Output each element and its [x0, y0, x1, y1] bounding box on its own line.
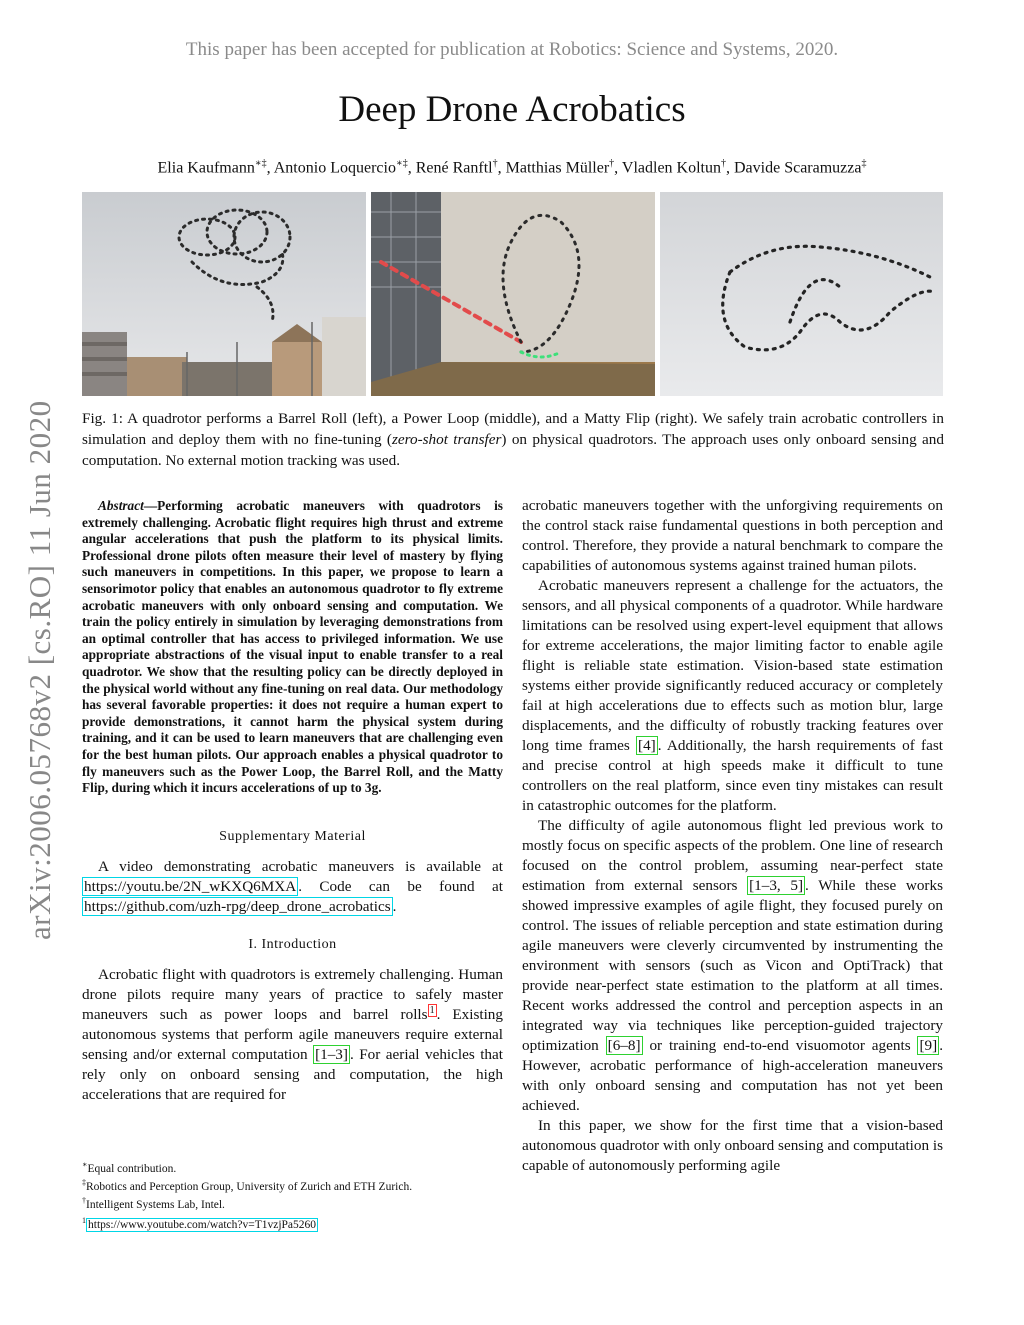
footnote-isl: [82, 1194, 522, 1212]
power-loop-photo: [371, 192, 655, 396]
footnote-mark: ∗: [82, 1160, 88, 1169]
caption-text: ) on physical quadrotors. The approach uses only onboard sensing and computation. No external motion tracking was used.: [82, 431, 944, 469]
video-link[interactable]: https://youtu.be/2N_wKXQ6MXA: [84, 877, 297, 895]
citation[interactable]: [1–3]: [315, 1045, 348, 1063]
paragraph-text: . While these works showed impressive examples of agile flight, they focused purely on control. The issues of reliable perception and state estimation during agile maneuvers were cleverly circumvented by instrumenting the environment with sensors (such as Vicon and OptiTrack) that provide near-perfect state estimation to the platform at all times. Recent works addressed the control and perception aspects in an integrated way via techniques like perception-guided trajectory optimization: [522, 877, 943, 1054]
body-paragraph: In this paper, we show for the first time that a vision-based autonomous quadrotor with only onboard sensing and computation is capable of autonomously performing agile: [522, 1117, 943, 1174]
abstract: [82, 498, 503, 797]
footnote-text: Equal contribution.: [87, 1162, 177, 1175]
footnote-equal: [82, 1158, 522, 1176]
section-heading-supplementary: Supplementary Material: [219, 828, 366, 844]
citation[interactable]: [6–8]: [607, 1037, 641, 1054]
footnote-mark: 1: [82, 1216, 86, 1226]
right-column: [522, 496, 943, 1176]
body-paragraph: [522, 816, 943, 1116]
author-name: Vladlen Koltun: [621, 159, 721, 177]
paragraph-text: or training end-to-end visuomotor agents: [642, 1037, 918, 1054]
body-paragraph: [522, 576, 943, 816]
author-affiliation-mark: ∗‡: [395, 158, 408, 169]
author-affiliation-mark: †: [720, 158, 726, 169]
footnote-text: Intelligent Systems Lab, Intel.: [86, 1198, 225, 1211]
footnote-rpg: [82, 1176, 522, 1194]
body-paragraph: acrobatic maneuvers together with the unforgiving requirements on the control stack raise fundamental questions in both perception and control. Therefore, they provide a natural benchmark to compare the capabilities of autonomous systems against trained human pilots.: [522, 497, 943, 574]
abstract-text: —Performing acrobatic maneuvers with quadrotors is extremely challenging. Acrobatic flight requires high thrust and extreme angular accelerations that push the platform to its physical limits. Professional drone pilots often measure their level of mastery by flying such maneuvers in competitions. In this paper, we propose to learn a sensorimotor policy that enables an autonomous quadrotor to fly extreme acrobatic maneuvers with only onboard sensing and computation. We train the policy entirely in simulation by leveraging demonstrations from an optimal controller that has access to privileged information. We use appropriate abstractions of the visual input to enable transfer to a real quadrotor. We show that the resulting policy can be directly deployed in the physical world without any fine-tuning on real data. Our methodology has several favorable properties: it does not require a human expert to provide demonstrations, it cannot harm the physical system during training, and it can be used to learn maneuvers that are challenging even for the best human pilots. Our approach enables a physical quadrotor to fly maneuvers such as the Power Loop, the Barrel Roll, and the Matty Flip, during which it incurs accelerations of up to 3g.: [82, 498, 503, 796]
paragraph-text: Acrobatic maneuvers represent a challenge for the actuators, the sensors, and all physical components of a quadrotor. While hardware limitations can be resolved using expert-level equipment that allows for extreme accelerations, the major limiting factor to enable agile flight is reliable state estimation. Vision-based state estimation systems either provide significantly reduced accuracy or completely fail at high accelerations due to effects such as motion blur, large displacements, and the difficulty of robustly tracking features over long time frames: [522, 577, 943, 754]
author-name: René Ranftl: [415, 159, 493, 177]
footnote-text: Robotics and Perception Group, University of Zurich and ETH Zurich.: [86, 1180, 413, 1193]
paragraph-text: . Existing autonomous systems that perform agile maneuvers require external sensing and/or external computation: [82, 1005, 503, 1063]
code-link[interactable]: https://github.com/uzh-rpg/deep_drone_acrobatics: [84, 897, 391, 915]
author-name: Antonio Loquercio: [273, 159, 396, 177]
paragraph-text: . However, acrobatic performance of high-acceleration maneuvers with only onboard sensing and computation has not yet been achieved.: [522, 1037, 943, 1114]
footnotes: [82, 1158, 522, 1232]
left-column: [82, 498, 503, 1105]
figure-caption: [82, 408, 944, 471]
youtube-link[interactable]: https://www.youtube.com/watch?v=T1vzjPa5260: [88, 1219, 317, 1232]
arxiv-identifier: arXiv:2006.05768v2 [cs.RO] 11 Jun 2020: [22, 400, 57, 940]
caption-text: Fig. 1: A quadrotor performs a Barrel Roll (left), a Power Loop (middle), and a Matty Flip (right). We safely train acrobatic controllers in simulation and deploy them with no fine-tuning (: [82, 410, 944, 448]
section-heading-introduction: I. Introduction: [248, 936, 337, 952]
publication-banner: This paper has been accepted for publication at Robotics: Science and Systems, 2020.: [185, 39, 839, 60]
author-affiliation-mark: ‡: [861, 158, 867, 169]
footnote-mark: †: [82, 1195, 86, 1205]
footnote-ref[interactable]: 1: [429, 1004, 435, 1016]
footnote-mark: ‡: [82, 1177, 86, 1187]
paragraph-text: Acrobatic flight with quadrotors is extremely challenging. Human drone pilots require many years of practice to safely master maneuvers such as power loops and barrel rolls: [82, 965, 503, 1023]
author-list: Elia Kaufmann∗‡, Antonio Loquercio∗‡, René Ranftl†, Matthias Müller†, Vladlen Koltun†, Davide Scaramuzza‡: [157, 158, 867, 177]
paragraph-text: . For aerial vehicles that rely only on onboard sensing and computation, the high accelerations that are required for: [82, 1045, 503, 1103]
citation[interactable]: [1–3, 5]: [749, 877, 804, 894]
paragraph-text: . Additionally, the harsh requirements of fast and precise control at high speeds make it difficult to tune controllers on the real platform, since even tiny mistakes can result in catastrophic outcomes for the platform.: [522, 737, 943, 814]
paragraph-text: . Code can be found at: [298, 877, 503, 895]
author-affiliation-mark: †: [492, 158, 498, 169]
citation[interactable]: [9]: [919, 1037, 938, 1054]
matty-flip-photo: [660, 192, 943, 396]
footnote-url: [82, 1214, 522, 1232]
paragraph-text: .: [392, 897, 397, 915]
citation[interactable]: [4]: [638, 737, 656, 754]
barrel-roll-photo: [82, 192, 366, 396]
author-affiliation-mark: ∗‡: [254, 158, 267, 169]
author-affiliation-mark: †: [609, 158, 615, 169]
paragraph-text: The difficulty of agile autonomous flight led previous work to mostly focus on specific aspects of the problem. One line of research focused on the control problem, assuming near-perfect state estimation from external sensors: [522, 817, 943, 894]
author-name: Elia Kaufmann: [157, 159, 255, 177]
author-name: Davide Scaramuzza: [733, 159, 862, 177]
author-name: Matthias Müller: [505, 159, 610, 177]
caption-emphasis: zero-shot transfer: [391, 431, 502, 448]
paper-title: Deep Drone Acrobatics: [338, 89, 686, 130]
abstract-label: Abstract: [98, 498, 144, 513]
supplementary-paragraph: [82, 857, 503, 917]
paragraph-text: A video demonstrating acrobatic maneuvers is available at: [98, 857, 503, 875]
intro-paragraph: [82, 965, 503, 1105]
